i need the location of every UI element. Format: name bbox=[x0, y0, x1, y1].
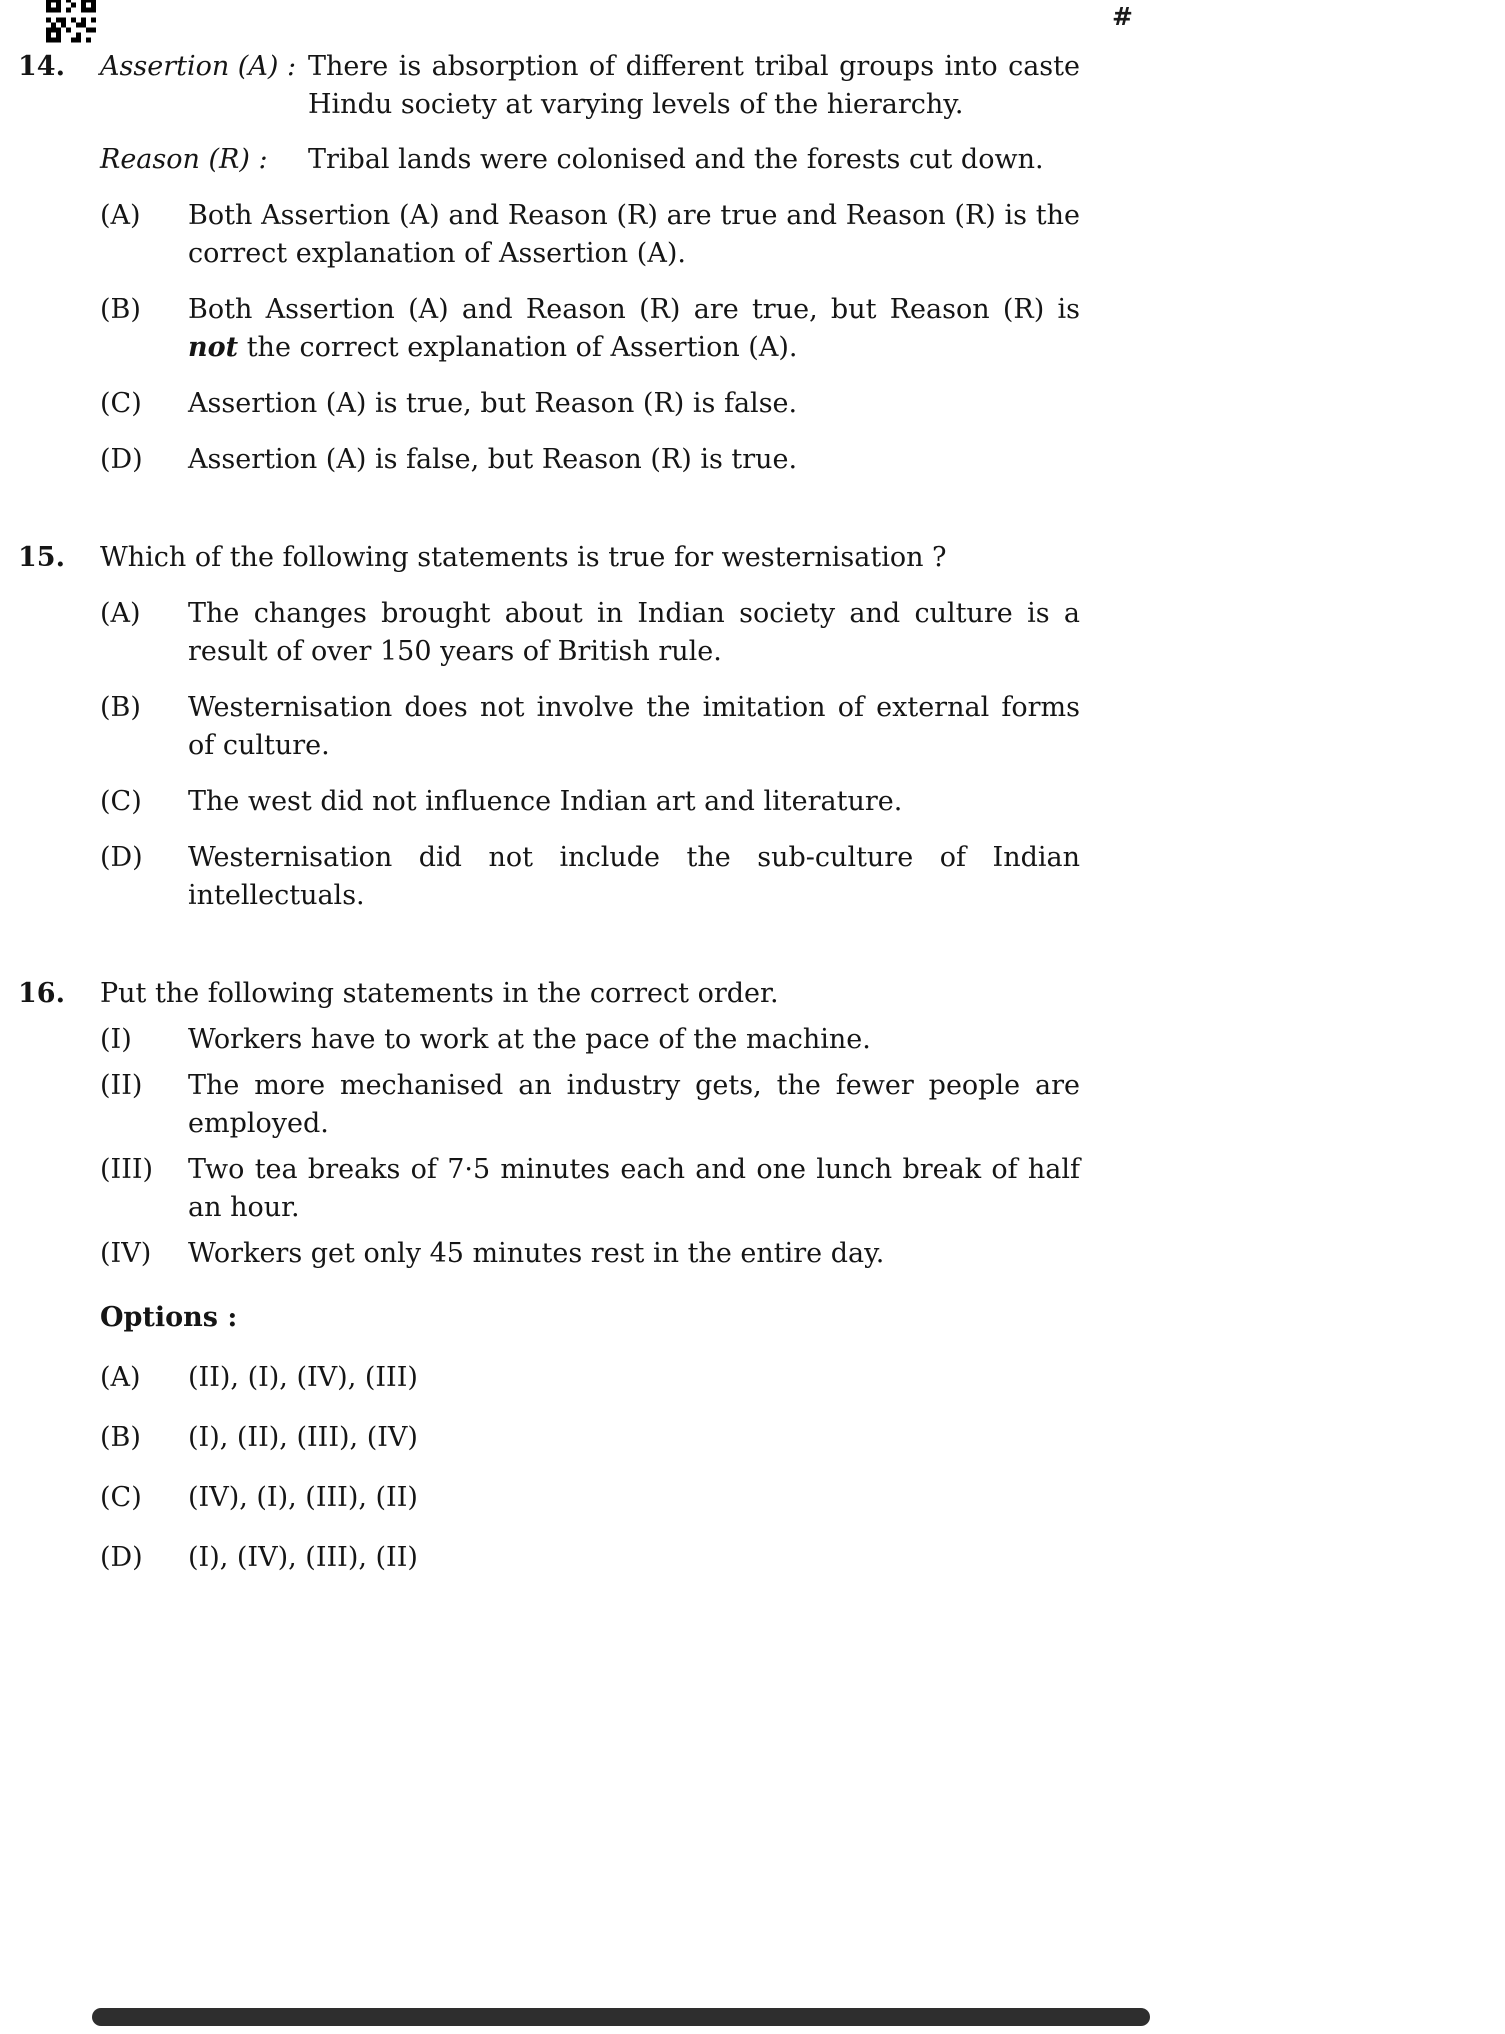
option-row bbox=[100, 1479, 1080, 1517]
statement-row bbox=[100, 1067, 1080, 1143]
question-text: Put the following statements in the correct order. bbox=[100, 978, 779, 1009]
statement-label: (I) bbox=[100, 1024, 132, 1055]
statement-text: Workers have to work at the pace of the machine. bbox=[188, 1024, 871, 1055]
option-text: Westernisation did not include the sub-culture of Indian intellectuals. bbox=[188, 842, 1080, 911]
statement-text: Workers get only 45 minutes rest in the entire day. bbox=[188, 1238, 885, 1269]
reason-row bbox=[100, 141, 1080, 179]
option-label: (C) bbox=[100, 786, 142, 817]
assertion-label: Assertion (A) : bbox=[100, 51, 297, 82]
question-text: Which of the following statements is true for westernisation ? bbox=[100, 542, 947, 573]
scan-artifact-bar bbox=[92, 2008, 1150, 2026]
option-label: (B) bbox=[100, 294, 141, 325]
option-row bbox=[100, 783, 1080, 821]
option-label: (B) bbox=[100, 1422, 141, 1453]
option-text: The changes brought about in Indian society and culture is a result of over 150 years of British rule. bbox=[188, 598, 1080, 667]
options-heading: Options : bbox=[100, 1302, 238, 1333]
option-label: (B) bbox=[100, 692, 141, 723]
qr-code-icon bbox=[46, 0, 96, 44]
option-row bbox=[100, 291, 1080, 367]
statement-row bbox=[100, 1151, 1080, 1227]
question-paper-content bbox=[18, 48, 1080, 1577]
statement-label: (IV) bbox=[100, 1238, 152, 1269]
option-text: (II), (I), (IV), (III) bbox=[188, 1362, 418, 1393]
statement-text: The more mechanised an industry gets, the fewer people are employed. bbox=[188, 1070, 1080, 1139]
question-number: 16. bbox=[18, 978, 65, 1009]
option-text: (I), (II), (III), (IV) bbox=[188, 1422, 418, 1453]
option-text-emphasis: not bbox=[188, 332, 239, 363]
statement-row bbox=[100, 1021, 1080, 1059]
question-number: 15. bbox=[18, 542, 65, 573]
option-label: (C) bbox=[100, 1482, 142, 1513]
reason-text: Tribal lands were colonised and the forests cut down. bbox=[308, 144, 1044, 175]
option-text-pre: Both Assertion (A) and Reason (R) are true, but Reason (R) is bbox=[188, 294, 1080, 325]
option-label: (A) bbox=[100, 1362, 141, 1393]
assertion-text: There is absorption of different tribal groups into caste Hindu society at varying levels of the hierarchy. bbox=[308, 51, 1080, 120]
option-row bbox=[100, 441, 1080, 479]
question-number: 14. bbox=[18, 51, 65, 82]
reason-label: Reason (R) : bbox=[100, 144, 268, 175]
question-14 bbox=[18, 48, 1080, 479]
option-row bbox=[100, 839, 1080, 915]
option-text: Assertion (A) is false, but Reason (R) is true. bbox=[188, 444, 798, 475]
option-row bbox=[100, 197, 1080, 273]
option-row bbox=[100, 1419, 1080, 1457]
option-text-post: the correct explanation of Assertion (A). bbox=[238, 332, 798, 363]
option-text: Westernisation does not involve the imitation of external forms of culture. bbox=[188, 692, 1080, 761]
question-15 bbox=[18, 539, 1080, 915]
statement-label: (II) bbox=[100, 1070, 143, 1101]
option-row bbox=[100, 1539, 1080, 1577]
statement-row bbox=[100, 1235, 1080, 1273]
option-label: (D) bbox=[100, 444, 143, 475]
question-16 bbox=[18, 975, 1080, 1577]
page-corner-hash: # bbox=[1112, 2, 1133, 31]
option-label: (C) bbox=[100, 388, 142, 419]
option-row bbox=[100, 595, 1080, 671]
option-label: (A) bbox=[100, 200, 141, 231]
option-text: (IV), (I), (III), (II) bbox=[188, 1482, 418, 1513]
option-text bbox=[188, 291, 1080, 367]
option-label: (D) bbox=[100, 842, 143, 873]
statement-text: Two tea breaks of 7·5 minutes each and one lunch break of half an hour. bbox=[188, 1154, 1080, 1223]
option-text: Assertion (A) is true, but Reason (R) is false. bbox=[188, 388, 798, 419]
option-label: (D) bbox=[100, 1542, 143, 1573]
assertion-row bbox=[100, 48, 1080, 124]
option-text: (I), (IV), (III), (II) bbox=[188, 1542, 418, 1573]
option-label: (A) bbox=[100, 598, 141, 629]
statement-label: (III) bbox=[100, 1154, 154, 1185]
option-row bbox=[100, 1359, 1080, 1397]
option-text: Both Assertion (A) and Reason (R) are true and Reason (R) is the correct explanation of Assertion (A). bbox=[188, 200, 1080, 269]
option-text: The west did not influence Indian art and literature. bbox=[188, 786, 903, 817]
option-row bbox=[100, 689, 1080, 765]
option-row bbox=[100, 385, 1080, 423]
